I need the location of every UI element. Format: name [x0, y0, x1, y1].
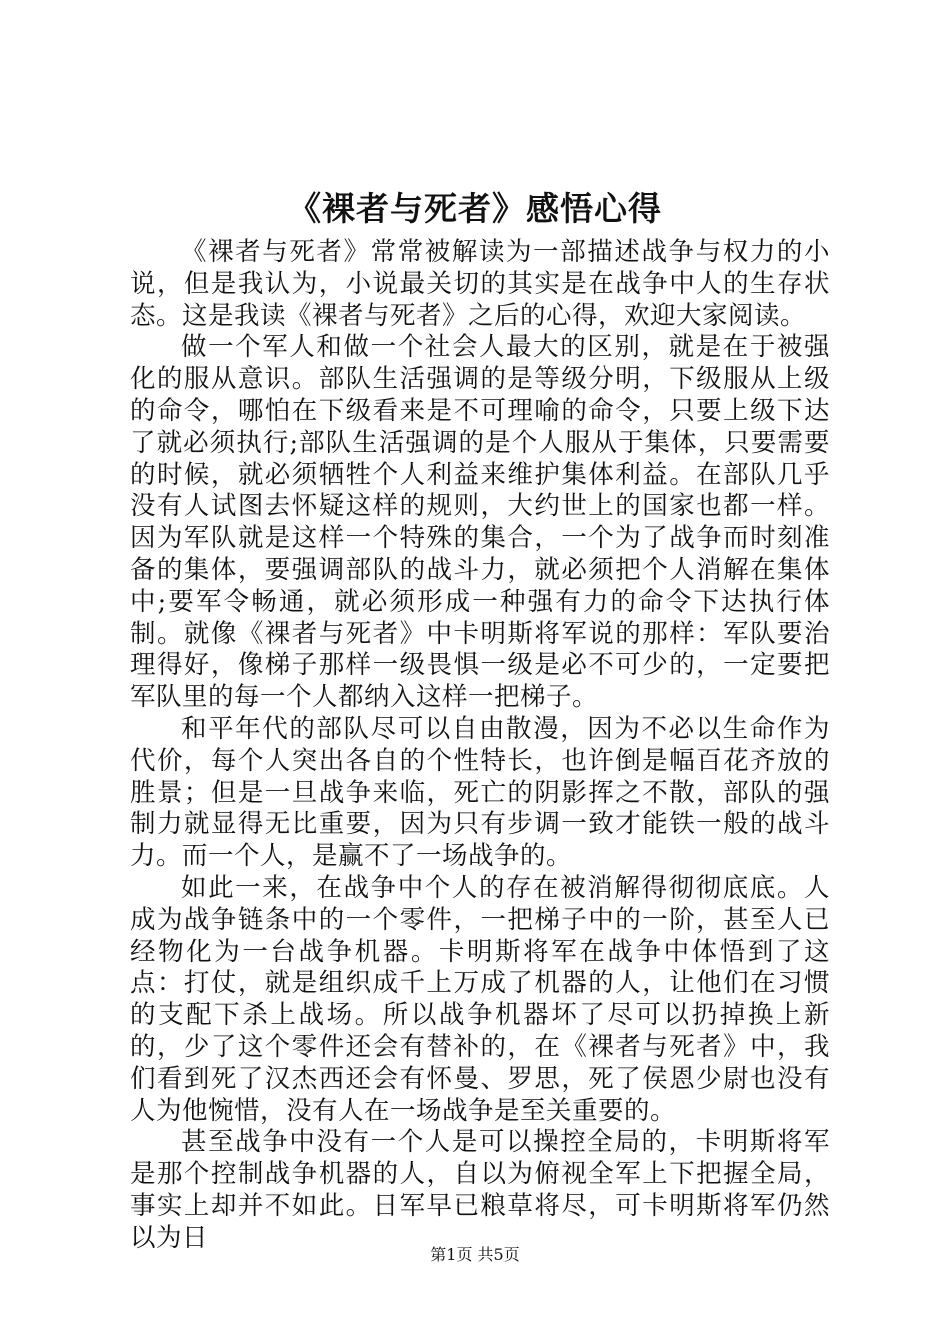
page-footer: 第1页 共5页	[430, 1245, 520, 1264]
paragraph-4: 如此一来，在战争中个人的存在被消解得彻彻底底。人成为战争链条中的一个零件，一把梯子中的一阶，甚至人已经物化为一台战争机器。卡明斯将军在战争中体悟到了这点：打仗，就是组织成千上万成了机器的人，让他们在习惯的支配下杀上战场。所以战争机器坏了尽可以扔掉换上新的，少了这个零件还会有替补的，在《裸者与死者》中，我们看到死了汉杰西还会有怀曼、罗思，死了侯恩少尉也没有人为他惋惜，没有人在一场战争是至关重要的。	[130, 872, 830, 1126]
paragraph-3: 和平年代的部队尽可以自由散漫，因为不必以生命作为代价，每个人突出各自的个性特长，也许倒是幅百花齐放的胜景；但是一旦战争来临，死亡的阴影挥之不散，部队的强制力就显得无比重要，因为只有步调一致才能铁一般的战斗力。而一个人，是赢不了一场战争的。	[130, 713, 830, 872]
paragraph-5: 甚至战争中没有一个人是可以操控全局的，卡明斯将军是那个控制战争机器的人，自以为俯视全军上下把握全局，事实上却并不如此。日军早已粮草将尽，可卡明斯将军仍然以为日	[130, 1127, 830, 1253]
document-title: 《裸者与死者》感悟心得	[288, 189, 662, 228]
paragraph-2: 做一个军人和做一个社会人最大的区别，就是在于被强化的服从意识。部队生活强调的是等级分明，下级服从上级的命令，哪怕在下级看来是不可理喻的命令，只要上级下达了就必须执行;部队生活强调的是个人服从于集体，只要需要的时候，就必须牺牲个人利益来维护集体利益。在部队几乎没有人试图去怀疑这样的规则，大约世上的国家也都一样。因为军队就是这样一个特殊的集合，一个为了战争而时刻准备的集体，要强调部队的战斗力，就必须把个人消解在集体中;要军令畅通，就必须形成一种强有力的命令下达执行体制。就像《裸者与死者》中卡明斯将军说的那样：军队要治理得好，像梯子那样一级畏惧一级是必不可少的，一定要把军队里的每一个人都纳入这样一把梯子。	[130, 332, 830, 713]
paragraph-1: 《裸者与死者》常常被解读为一部描述战争与权力的小说，但是我认为，小说最关切的其实是在战争中人的生存状态。这是我读《裸者与死者》之后的心得，欢迎大家阅读。	[130, 237, 830, 331]
document-body	[130, 237, 830, 1255]
